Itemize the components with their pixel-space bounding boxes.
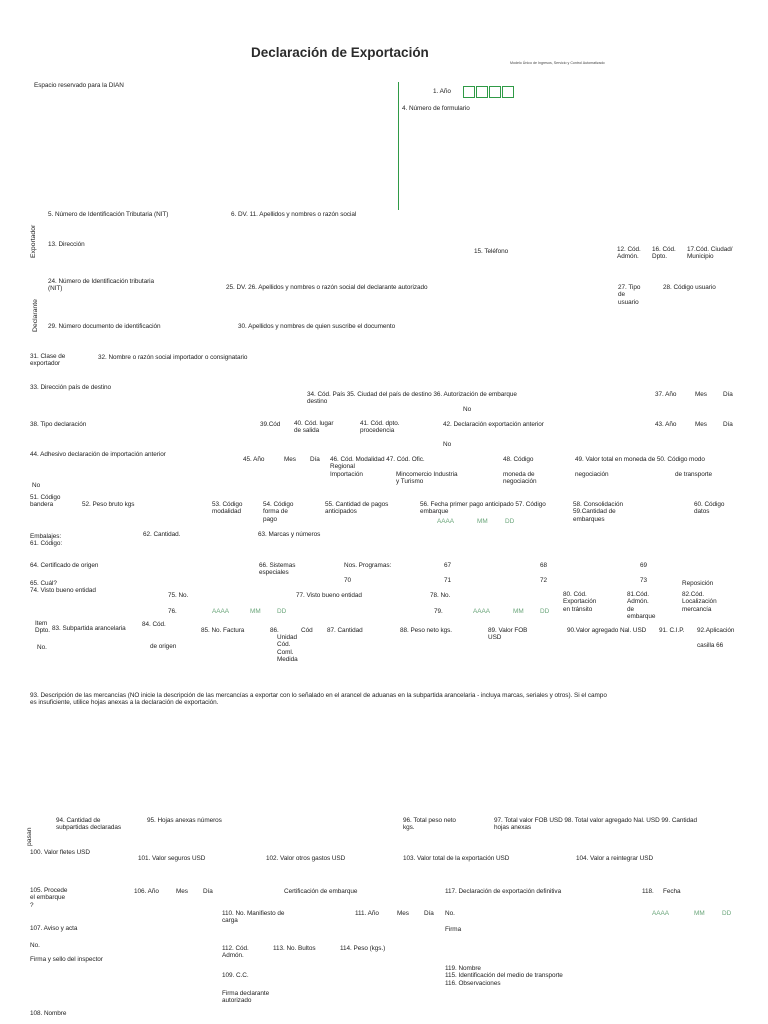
field-92: 92.Aplicación casilla 66 (697, 627, 735, 649)
field-46-47: 46. Cód. Modalidad 47. Cód. Ofic. Regional Importación (330, 456, 425, 478)
field-87: 87. Cantidad (327, 627, 363, 634)
field-56-57: 56. Fecha primer pago anticipado 57. Código embarque (420, 501, 546, 516)
declarant-section-label: Declarante (32, 299, 39, 332)
field-86-code: Cód (301, 627, 313, 634)
field-43-day: Día (723, 421, 733, 428)
reserved-dian-label: Espacio reservado para la DIAN (34, 82, 124, 89)
field-29: 29. Número documento de identificación (48, 323, 161, 330)
pass-section-label: pasan (26, 827, 33, 846)
field-82: 82.Cód. Localización mercancía (682, 591, 717, 613)
mincomercio-label: Mincomercio Industria y Turismo (396, 471, 458, 486)
exporter-section-label: Exportador (30, 224, 37, 258)
field-83: 83. Subpartida arancelaria (52, 625, 126, 632)
field-50-transport: de transporte (675, 471, 713, 478)
program-71: 71 (444, 577, 452, 584)
field-45-month: Mes (284, 456, 296, 463)
field-94: 94. Cantidad de subpartidas declaradas (56, 817, 121, 832)
field-88: 88. Peso neto kgs. (400, 627, 453, 634)
field-114: 114. Peso (kgs.) (340, 945, 386, 952)
field-89: 89. Valor FOB USD (488, 627, 528, 642)
field-106: 106. Año (134, 888, 159, 895)
field-60: 60. Código datos (694, 501, 725, 516)
field-37-month: Mes (695, 391, 707, 398)
field-118-date: Fecha (663, 888, 681, 895)
program-70: 70 (344, 577, 352, 584)
field-117-no: No. (445, 910, 455, 917)
field-117: 117. Declaración de exportación definitiva (445, 888, 562, 895)
field-41: 41. Cód. dpto. procedencia (360, 420, 400, 435)
field-48: 48. Código moneda de negociación (503, 456, 537, 486)
field-108: 108. Nombre (30, 1010, 67, 1017)
field-80: 80. Cód. Exportación en tránsito (563, 591, 597, 613)
field-101: 101. Valor seguros USD (138, 855, 206, 862)
field-36-no: No (463, 406, 472, 413)
program-69: 69 (640, 562, 648, 569)
field-16: 16. Cód. Dpto. (652, 246, 676, 261)
field-53: 53. Código modalidad (212, 501, 243, 516)
field-item-dpto: Item Dpto. (35, 620, 51, 635)
field-84: 84. Cód. (142, 621, 166, 628)
field-27: 27. Tipo de usuario (618, 284, 641, 306)
field-78: 78. No. (430, 592, 451, 599)
field-42: 42. Declaración exportación anterior (443, 421, 544, 428)
field-77: 77. Visto bueno entidad (296, 592, 362, 599)
field-95: 95. Hojas anexas números (147, 817, 222, 824)
field-103: 103. Valor total de la exportación USD (403, 855, 510, 862)
field-75: 75. No. (168, 592, 189, 599)
field-38: 38. Tipo declaración (30, 421, 87, 428)
field-76: 76. (168, 608, 177, 615)
field-34-36: 34. Cód. País 35. Ciudad del país de destino 36. Autorización de embarque destino (307, 391, 517, 406)
field-119-115-116: 119. Nombre 115. Identificación del medio de transporte 116. Observaciones (445, 965, 563, 987)
field-83-no: No. (37, 644, 47, 651)
field-64: 64. Certificado de origen (30, 562, 99, 569)
field-33: 33. Dirección país de destino (30, 384, 111, 391)
field-79-day-hint: DD (540, 608, 550, 615)
field-111: 111. Año (355, 910, 379, 917)
field-56-month-hint: MM (477, 518, 488, 525)
field-25: 25. DV. 26. Apellidos y nombres o razón social del declarante autorizado (226, 284, 428, 291)
field-15: 15. Teléfono (474, 248, 509, 255)
field-54: 54. Código forma de pago (263, 501, 294, 523)
field-76-year-hint: AAAA (212, 608, 230, 615)
field-118-month-hint: MM (694, 910, 705, 917)
field-79-year-hint: AAAA (473, 608, 491, 615)
field-49-50: 49. Valor total en moneda de 50. Código modo negociación (575, 456, 705, 478)
field-86: 86. (270, 627, 279, 634)
field-111-month: Mes (397, 910, 409, 917)
field-56-year-hint: AAAA (437, 518, 455, 525)
field-84-origin: de origen (150, 643, 177, 650)
field-58-59: 58. Consolidación 59.Cantidad de embarques (573, 501, 623, 523)
year-box[interactable] (489, 86, 501, 98)
field-91: 91. C.I.P. (659, 627, 685, 634)
field-111-day: Día (424, 910, 434, 917)
field-104: 104. Valor a reintegrar USD (576, 855, 654, 862)
field-107: 107. Aviso y acta (30, 925, 78, 932)
field-programs: Nos. Programas: (344, 562, 392, 569)
field-106-day: Día (203, 888, 213, 895)
field-96: 96. Total peso neto kgs. (403, 817, 456, 832)
field-44: 44. Adhesivo declaración de importación anterior (30, 451, 166, 458)
field-24: 24. Número de Identificación tributaria (NIT) (48, 278, 155, 293)
year-box[interactable] (502, 86, 514, 98)
field-12: 12. Cód. Admón. (617, 246, 641, 261)
field-112: 112. Cód. Admón. (222, 945, 249, 960)
field-43-month: Mes (695, 421, 707, 428)
field-79-month-hint: MM (513, 608, 524, 615)
field-110: 110. No. Manifiesto de carga (222, 910, 285, 925)
field-93: 93. Descripción de las mercancías (NO inicie la descripción de las mercancías a exportar con lo señalado en el arancel de aduanas en la subpartida arancelaria - incluya marcas, seriales y otros). Si el campo es insuficiente, utilice hojas anexas a la declaración de exportación. (30, 692, 607, 707)
program-72: 72 (540, 577, 548, 584)
year-box[interactable] (476, 86, 488, 98)
field-118-day-hint: DD (722, 910, 732, 917)
form-subtitle: Modelo Único de Ingresos, Servicio y Control Automatizado (510, 61, 605, 65)
field-52: 52. Peso bruto kgs (82, 501, 135, 508)
field-76-day-hint: DD (277, 608, 287, 615)
form-title: Declaración de Exportación (251, 45, 429, 60)
field-30: 30. Apellidos y nombres de quien suscribe el documento (238, 323, 396, 330)
field-6: 6. DV. 11. Apellidos y nombres o razón social (231, 211, 357, 218)
field-66: 66. Sistemas especiales (259, 562, 296, 577)
field-31: 31. Clase de exportador (30, 353, 66, 368)
field-56-day-hint: DD (505, 518, 515, 525)
field-107-no: No. (30, 942, 40, 949)
field-5: 5. Número de Identificación Tributaria (NIT) (48, 211, 169, 218)
field-55: 55. Cantidad de pagos anticipados (325, 501, 389, 516)
field-65-74: 65. Cuál? 74. Visto bueno entidad (30, 580, 96, 595)
field-62: 62. Cantidad. (143, 531, 181, 538)
field-61: Embalajes: 61. Código: (30, 533, 63, 548)
field-118-year-hint: AAAA (652, 910, 670, 917)
field-13: 13. Dirección (48, 241, 85, 248)
field-118: 118. (642, 888, 654, 895)
field-43: 43. Año (655, 421, 677, 428)
field-42-no: No (443, 441, 452, 448)
field-28: 28. Código usuario (663, 284, 716, 291)
program-68: 68 (540, 562, 548, 569)
field-reposicion: Reposición (682, 580, 714, 587)
year-box[interactable] (463, 86, 475, 98)
field-37: 37. Año (655, 391, 677, 398)
field-45-day: Día (310, 456, 320, 463)
field-39: 39.Cód (260, 421, 281, 428)
field-90: 90.Valor agregado Nal. USD (567, 627, 647, 634)
field-113: 113. No. Bultos (273, 945, 316, 952)
inspector-signature: Firma y sello del inspector (30, 956, 103, 963)
declarant-signature: Firma declarante autorizado (222, 990, 270, 1005)
field-79: 79. (434, 608, 443, 615)
form-number-label: 4. Número de formulario (402, 105, 470, 112)
year-boxes[interactable] (463, 86, 515, 98)
field-106-month: Mes (176, 888, 188, 895)
field-85: 85. No. Factura (201, 627, 245, 634)
field-40: 40. Cód. lugar de salida (294, 420, 334, 435)
field-97-99: 97. Total valor FOB USD 98. Total valor agregado Nal. USD 99. Cantidad hojas anexas (494, 817, 698, 832)
field-63: 63. Marcas y números (258, 531, 321, 538)
field-81: 81.Cód. Admón. de embarque (627, 591, 656, 621)
field-45: 45. Año (243, 456, 265, 463)
field-signature: Firma (445, 926, 462, 933)
field-105: 105. Procede el embarque ? (30, 887, 68, 909)
field-100: 100. Valor fletes USD (30, 849, 90, 856)
certification-label: Certificación de embarque (284, 888, 358, 895)
reserved-space-divider (398, 82, 399, 210)
field-44-no: No (32, 482, 41, 489)
field-102: 102. Valor otros gastos USD (266, 855, 346, 862)
field-51: 51. Código bandera (30, 494, 61, 509)
field-17: 17.Cód. Ciudad/ Municipio (687, 246, 733, 261)
program-67: 67 (444, 562, 452, 569)
field-37-day: Día (723, 391, 733, 398)
field-32: 32. Nombre o razón social importador o consignatario (98, 354, 248, 361)
program-73: 73 (640, 577, 648, 584)
field-109: 109. C.C. (222, 972, 249, 979)
field-86-unit: Unidad Cód. Coml. Medida (277, 634, 298, 664)
year-label: 1. Año (433, 88, 451, 95)
field-76-month-hint: MM (250, 608, 261, 615)
